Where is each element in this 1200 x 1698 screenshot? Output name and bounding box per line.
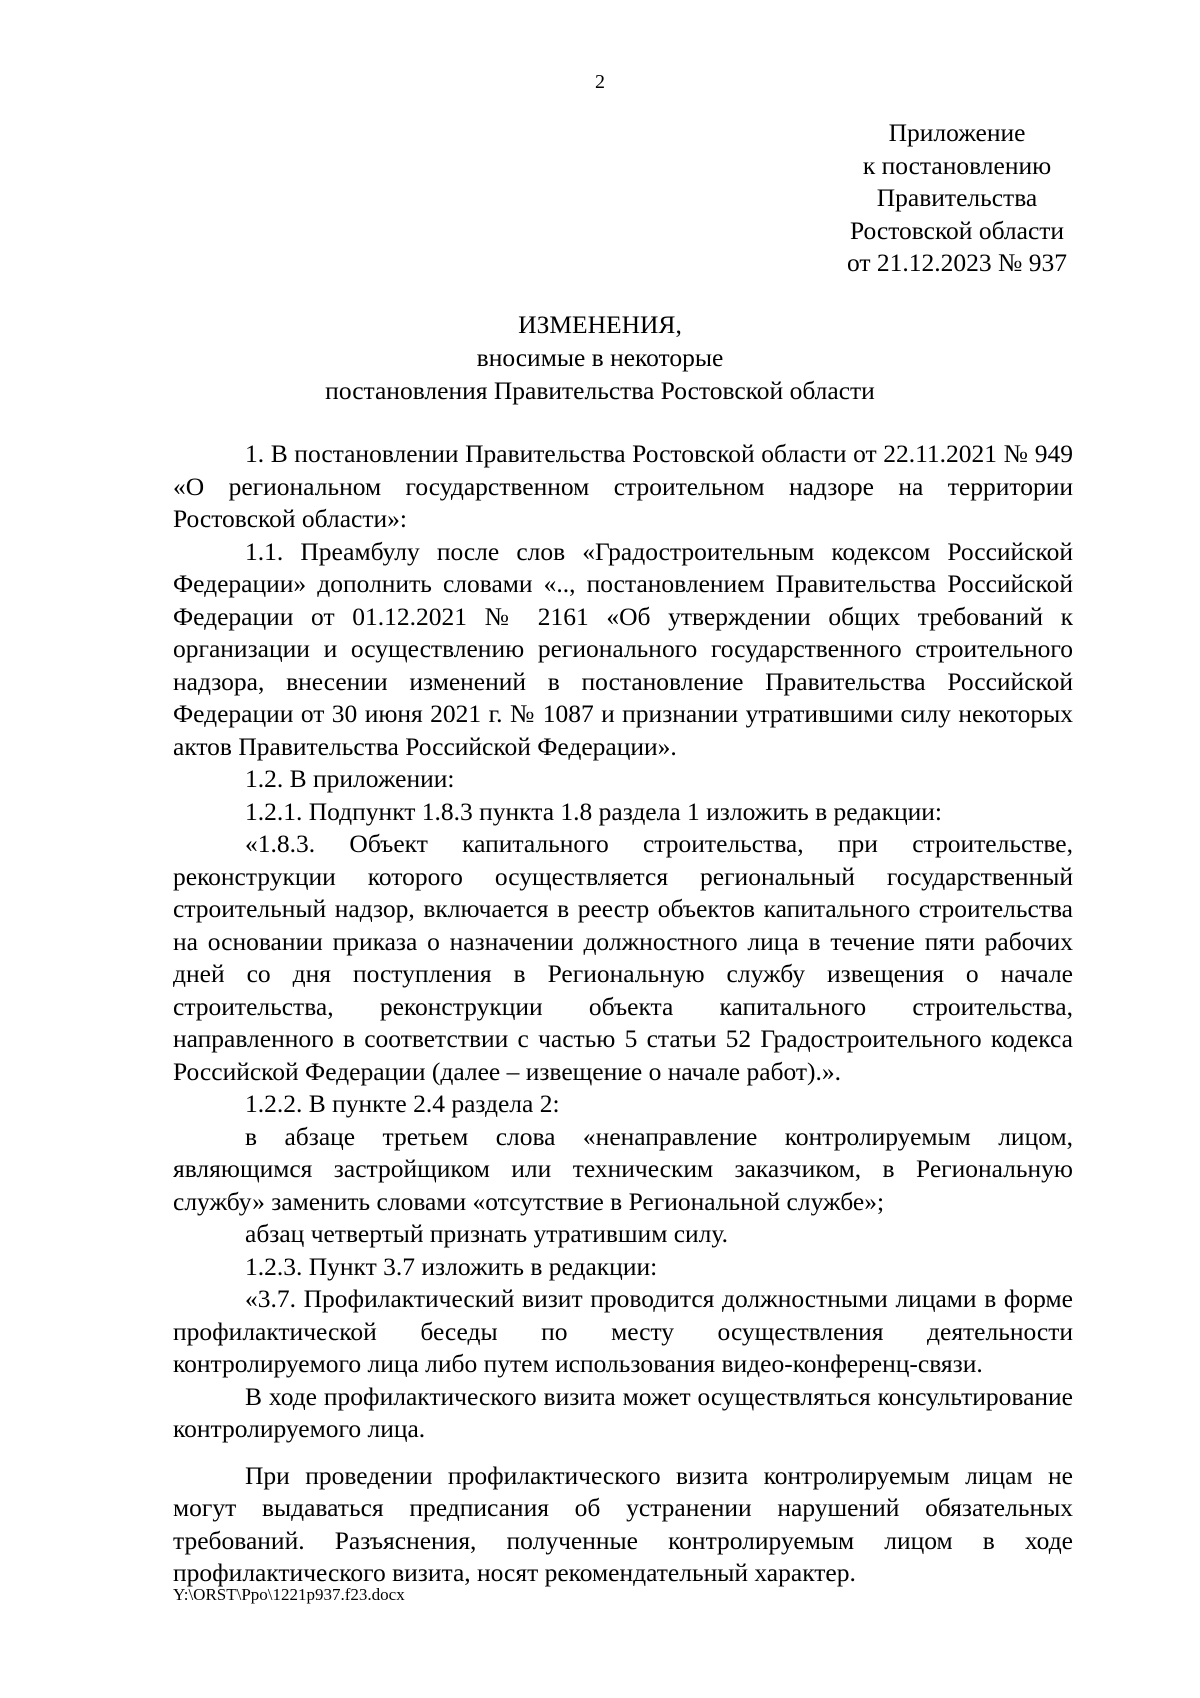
- paragraph: «1.8.3. Объект капитального строительства, при строительстве, реконструкции которого осуществляется региональный государственный строительный надзор, включается в реестр объектов капитального строительства на основании приказа о назначении должностного лица в течение пяти рабочих дней со дня поступления в Региональную службу извещения о начале строительства, реконструкции объекта капитального строительства, направленного в соответствии с частью 5 статьи 52 Градостроительного кодекса Российской Федерации (далее – извещение о начале работ).».: [173, 829, 1073, 1086]
- title-subline: вносимые в некоторые: [476, 343, 724, 372]
- appendix-line: Ростовской области: [849, 215, 1065, 245]
- appendix-line: Приложение: [888, 118, 1026, 147]
- paragraph: 1.2. В приложении:: [245, 764, 455, 793]
- appendix-line: к постановлению: [862, 150, 1052, 180]
- paragraph: 1.2.1. Подпункт 1.8.3 пункта 1.8 раздела 1 изложить в редакции:: [245, 796, 942, 826]
- document-body: [173, 438, 1073, 1590]
- paragraph: в абзаце третьем слова «ненаправление контролируемым лицом, являющимся застройщиком или техническим заказчиком, в Региональную службу» заменить словами «отсутствие в Региональной службе»;: [173, 1121, 1073, 1216]
- footer-file-path: Y:\ORST\Ppo\1221p937.f23.docx: [173, 1585, 405, 1604]
- paragraph: 1.2.3. Пункт 3.7 изложить в редакции:: [245, 1251, 658, 1281]
- title-heading: ИЗМЕНЕНИЯ,: [518, 310, 682, 339]
- paragraph: В ходе профилактического визита может осуществляться консультирование контролируемого лица.: [173, 1381, 1073, 1443]
- paragraph: При проведении профилактического визита контролируемым лицам не могут выдаваться предписания об устранении нарушений обязательных требований. Разъяснения, полученные контролируемым лицом в ходе профилактического визита, носят рекомендательный характер.: [173, 1460, 1073, 1587]
- document-title: [0, 308, 1200, 407]
- paragraph: 1.2.2. В пункте 2.4 раздела 2:: [245, 1089, 560, 1118]
- paragraph: 1.1. Преамбулу после слов «Градостроительным кодексом Российской Федерации» дополнить словами «.., постановлением Правительства Российской Федерации от 01.12.2021 № 2161 «Об утверждении общих требований к организации и осуществлению регионального государственного строительного надзора, внесении изменений в постановление Правительства Российской Федерации от 30 июня 2021 г. № 1087 и признании утратившими силу некоторых актов Правительства Российской Федерации».: [173, 536, 1073, 761]
- appendix-date-number: от 21.12.2023 № 937: [846, 248, 1067, 277]
- page-number: 2: [595, 71, 605, 93]
- paragraph: абзац четвертый признать утратившим силу.: [245, 1219, 728, 1248]
- paragraph: 1. В постановлении Правительства Ростовской области от 22.11.2021 № 949 «О региональном государственном строительном надзоре на территории Ростовской области»:: [173, 439, 1073, 533]
- appendix-line: Правительства: [876, 183, 1038, 212]
- title-subline: постановления Правительства Ростовской области: [325, 376, 875, 405]
- paragraph: «3.7. Профилактический визит проводится должностными лицами в форме профилактической беседы по месту осуществления деятельности контролируемого лица либо путем использования видео-конференц-связи.: [173, 1284, 1073, 1378]
- appendix-header: [832, 117, 1082, 280]
